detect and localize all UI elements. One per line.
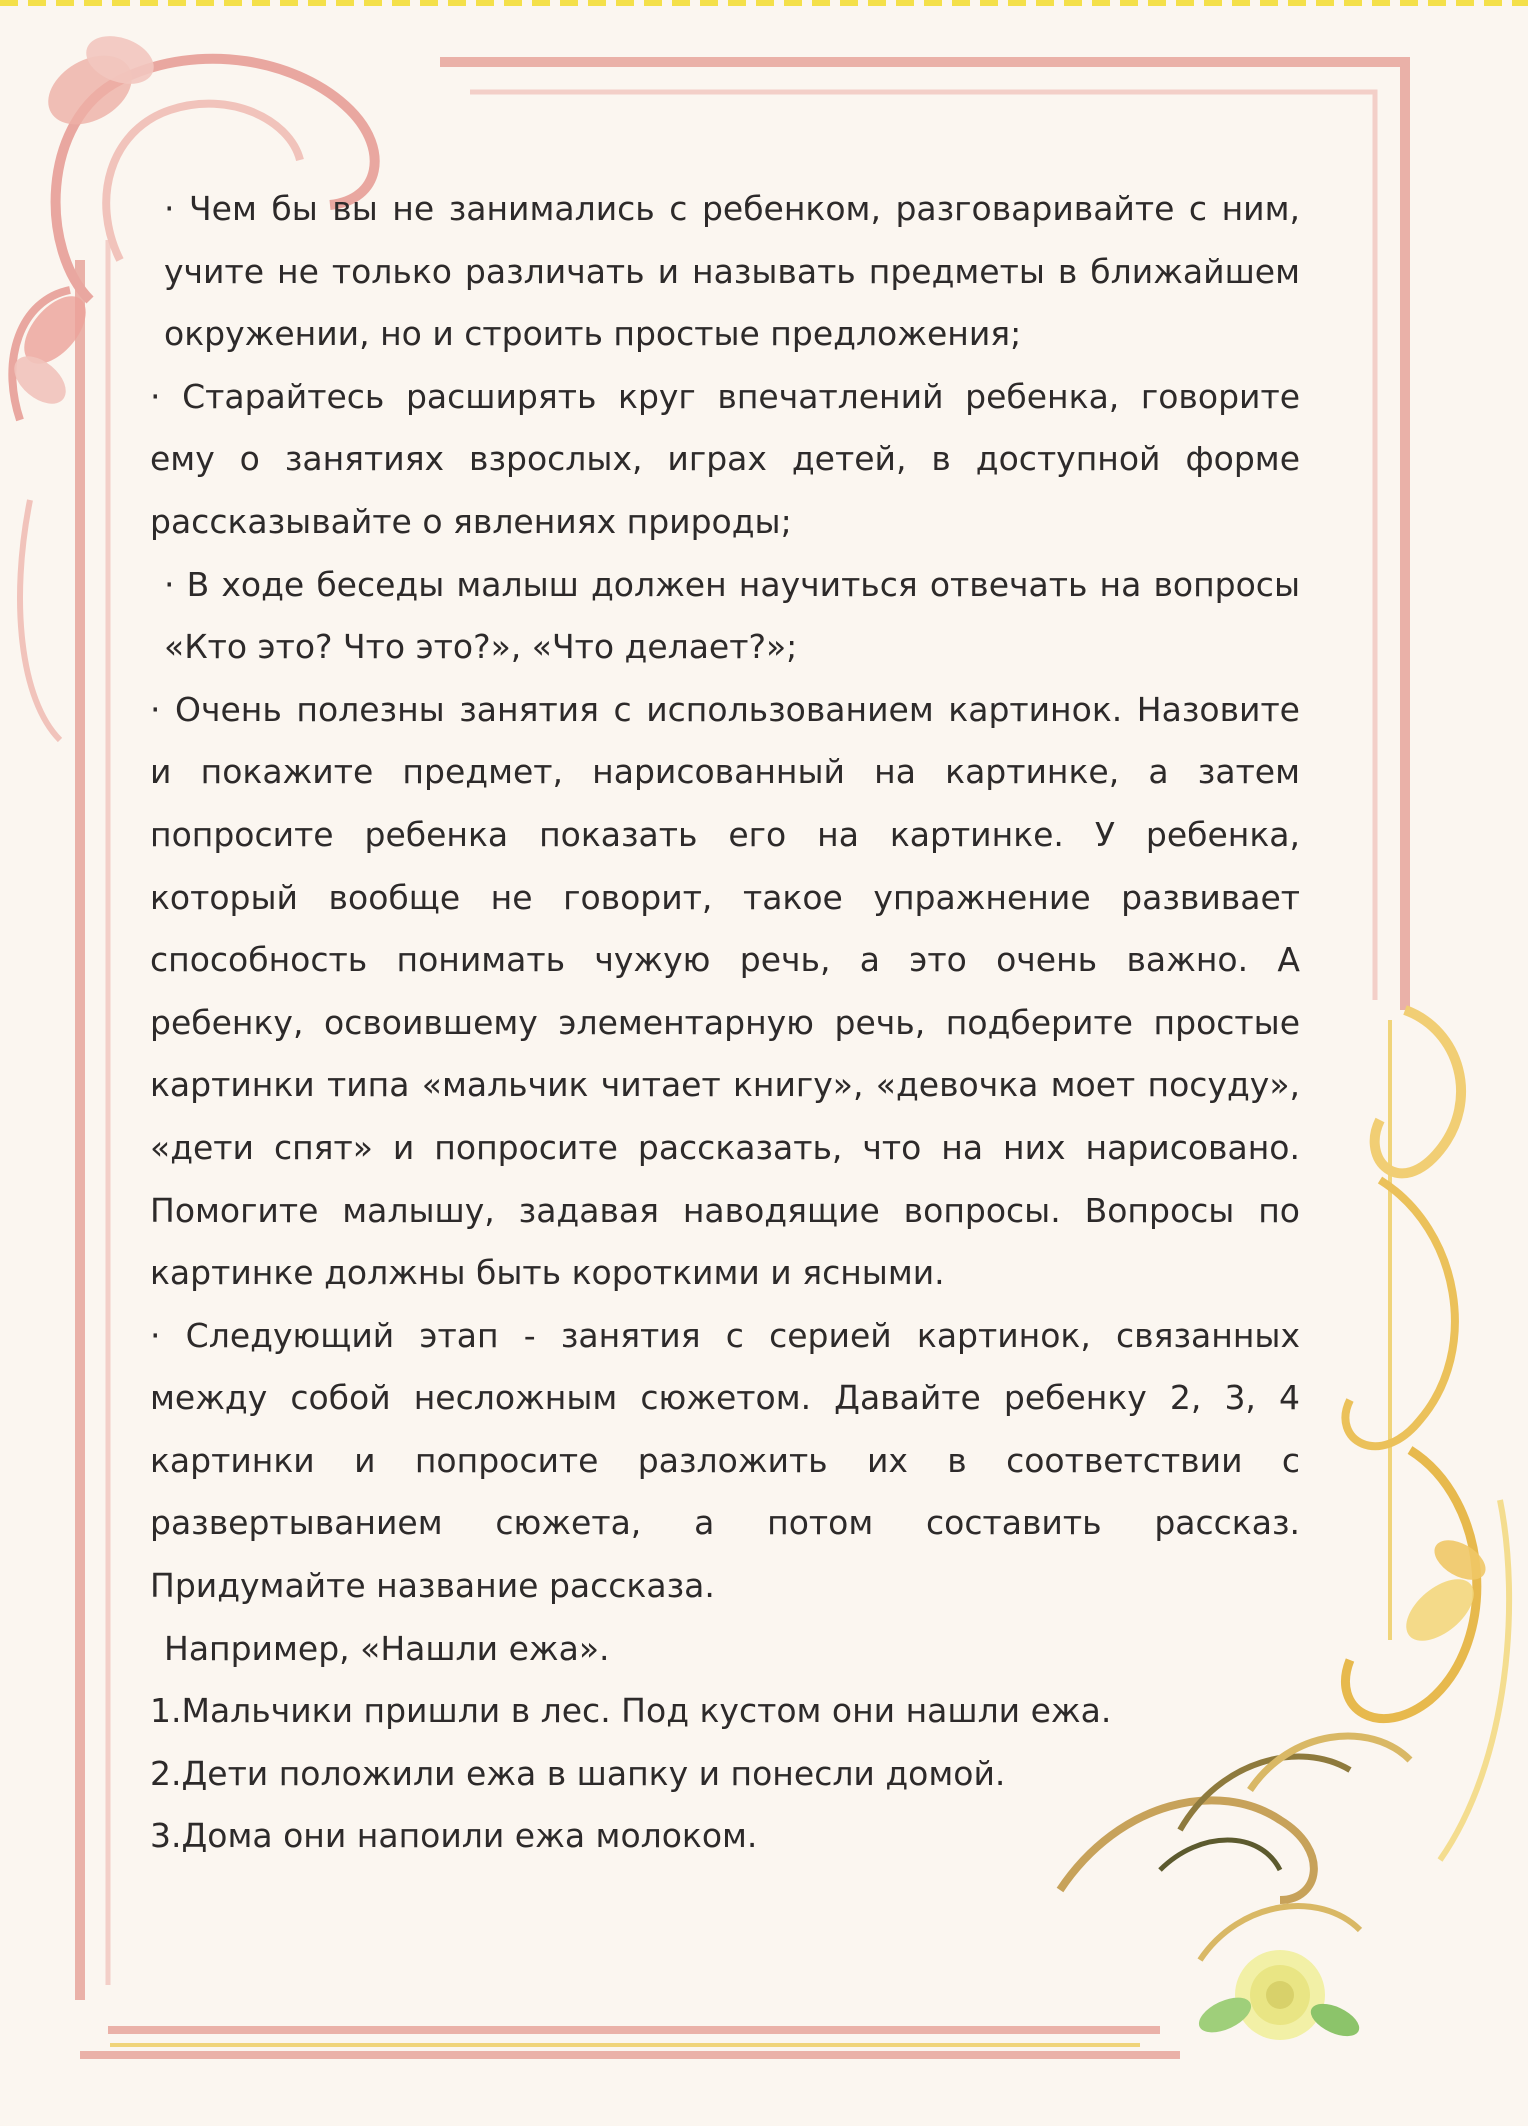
document-text [150,178,1300,1868]
paragraph-5: · Следующий этап - занятия с серией картинок, связанных между собой несложным сюжетом. Давайте ребенку 2, 3, 4 картинки и попросите разложить их в соответствии с развертыванием сюжета, а потом составить рассказ. Придумайте название рассказа. [150,1315,1300,1606]
paragraph-3: · В ходе беседы малыш должен научиться отвечать на вопросы «Кто это? Что это?», «Что делает?»; [164,564,1300,667]
paragraph-1: · Чем бы вы не занимались с ребенком, разговаривайте с ним, учите не только различать и называть предметы в ближайшем окружении, но и строить простые предложения; [164,189,1300,354]
example-step-3: 3.Дома они напоили ежа молоком. [150,1816,758,1856]
corner-ornament-right [1345,1010,1509,1860]
example-intro: Например, «Нашли ежа». [164,1628,610,1668]
paragraph-2: · Старайтесь расширять круг впечатлений ребенка, говорите ему о занятиях взрослых, играх детей, в доступной форме рассказывайте о явлениях природы; [150,376,1300,541]
frame-border-bottom [80,2030,1180,2055]
example-step-1: 1.Мальчики пришли в лес. Под кустом они нашли ежа. [150,1691,1112,1731]
paragraph-4: · Очень полезны занятия с использованием картинок. Назовите и покажите предмет, нарисованный на картинке, а затем попросите ребенка показать его на картинке. У ребенка, который вообще не говорит, такое упражнение развивает способность понимать чужую речь, а это очень важно. А ребенку, освоившему элементарную речь, подберите простые картинки типа «мальчик читает книгу», «девочка моет посуду», «дети спят» и попросите рассказать, что на них нарисовано. Помогите малышу, задавая наводящие вопросы. Вопросы по картинке должны быть короткими и ясными. [150,689,1300,1293]
example-step-2: 2.Дети положили ежа в шапку и понесли домой. [150,1753,1006,1793]
